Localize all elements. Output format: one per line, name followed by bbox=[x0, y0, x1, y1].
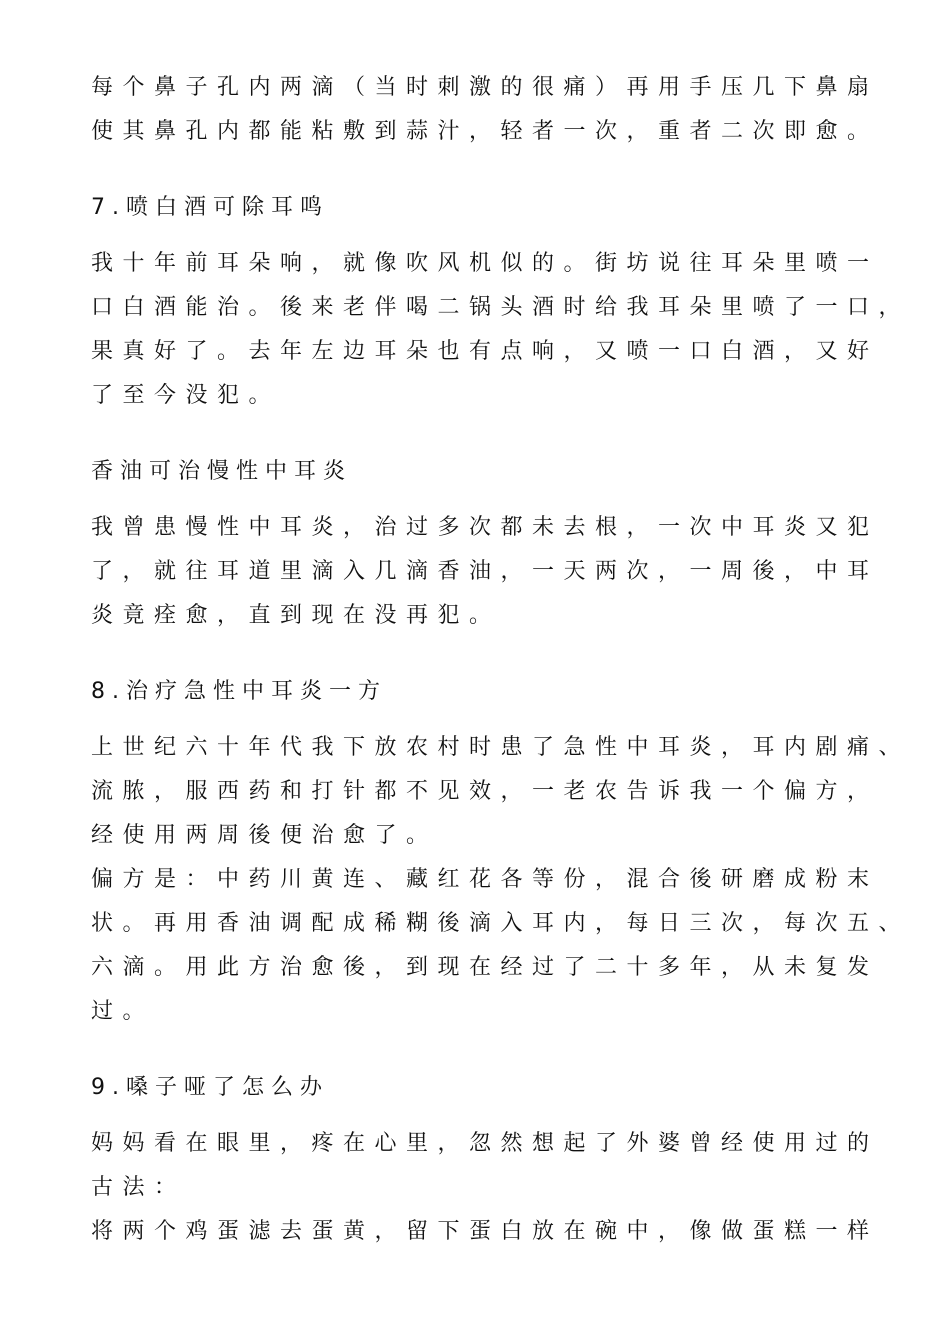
paragraph-line: 我曾患慢性中耳炎，治过多次都未去根，一次中耳炎又犯 bbox=[91, 515, 879, 540]
section-heading-sesame-oil: 香油可治慢性中耳炎 bbox=[91, 459, 353, 484]
paragraph-line: 口白酒能治。後来老伴喝二锅头酒时给我耳朵里喷了一口， bbox=[91, 295, 911, 320]
paragraph-line: 六滴。用此方治愈後，到现在经过了二十多年，从未复发 bbox=[91, 955, 879, 980]
paragraph-line: 经使用两周後便治愈了。 bbox=[91, 823, 438, 848]
section-heading-7: 7.喷白酒可除耳鸣 bbox=[91, 195, 329, 220]
paragraph-line: 了，就往耳道里滴入几滴香油，一天两次，一周後，中耳 bbox=[91, 559, 879, 584]
paragraph-line: 上世纪六十年代我下放农村时患了急性中耳炎，耳内剧痛、 bbox=[91, 735, 911, 760]
paragraph-line: 将两个鸡蛋滤去蛋黄，留下蛋白放在碗中，像做蛋糕一样 bbox=[91, 1219, 879, 1244]
paragraph-line: 了至今没犯。 bbox=[91, 383, 281, 408]
paragraph-line: 偏方是：中药川黄连、藏红花各等份，混合後研磨成粉末 bbox=[91, 867, 879, 892]
section-heading-8: 8.治疗急性中耳炎一方 bbox=[91, 679, 387, 704]
paragraph-line: 我十年前耳朵响，就像吹风机似的。街坊说往耳朵里喷一 bbox=[91, 251, 879, 276]
paragraph-line: 古法： bbox=[91, 1175, 186, 1200]
section-heading-9: 9.嗓子哑了怎么办 bbox=[91, 1075, 329, 1100]
paragraph-line: 妈妈看在眼里，疼在心里，忽然想起了外婆曾经使用过的 bbox=[91, 1131, 879, 1156]
paragraph-line: 果真好了。去年左边耳朵也有点响，又喷一口白酒，又好 bbox=[91, 339, 879, 364]
paragraph-line: 过。 bbox=[91, 999, 155, 1024]
paragraph-line: 状。再用香油调配成稀糊後滴入耳内，每日三次，每次五、 bbox=[91, 911, 911, 936]
paragraph-line: 使其鼻孔内都能粘敷到蒜汁，轻者一次，重者二次即愈。 bbox=[91, 119, 879, 144]
paragraph-line: 每个鼻子孔内两滴（当时刺激的很痛）再用手压几下鼻扇 bbox=[91, 75, 879, 100]
paragraph-line: 炎竟痊愈，直到现在没再犯。 bbox=[91, 603, 501, 628]
paragraph-line: 流脓，服西药和打针都不见效，一老农告诉我一个偏方， bbox=[91, 779, 879, 804]
